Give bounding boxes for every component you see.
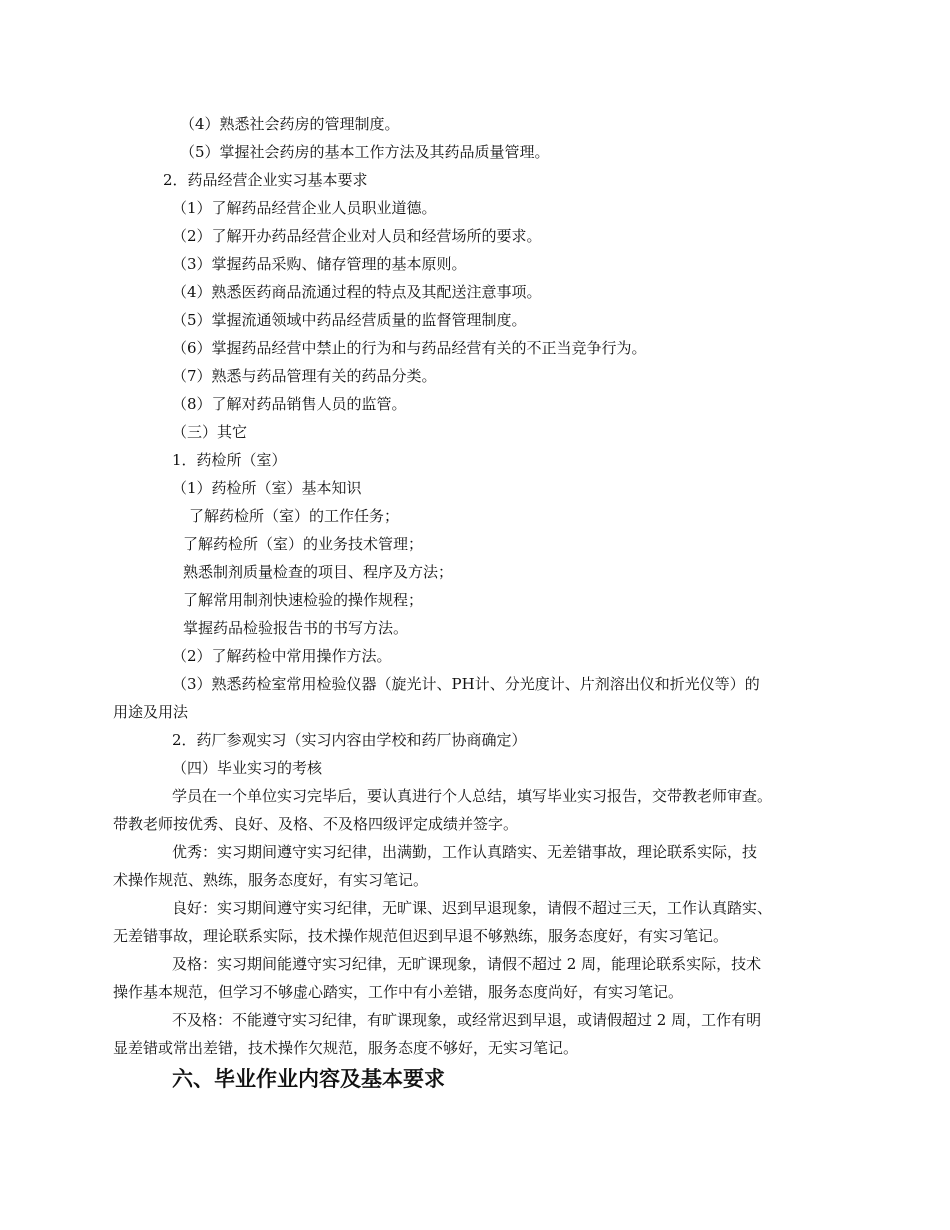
text-line: 了解常用制剂快速检验的操作规程； — [183, 591, 424, 609]
text-line: （3）熟悉药检室常用检验仪器（旋光计、PH计、分光度计、片剂溶出仪和折光仪等）的 — [172, 675, 760, 693]
text-line: 及格：实习期间能遵守实习纪律，无旷课现象，请假不超过 2 周，能理论联系实际，技术 — [172, 955, 762, 973]
text-line: 良好：实习期间遵守实习纪律，无旷课、迟到早退现象，请假不超过三天，工作认真踏实、 — [172, 899, 773, 917]
text-line: 显差错或常出差错，技术操作欠规范，服务态度不够好，无实习笔记。 — [113, 1039, 579, 1057]
text-line: 2．药品经营企业实习基本要求 — [163, 171, 368, 189]
text-line: 熟悉制剂质量检查的项目、程序及方法； — [183, 563, 454, 581]
text-line: （1）了解药品经营企业人员职业道德。 — [172, 199, 437, 217]
text-line: （7）熟悉与药品管理有关的药品分类。 — [172, 367, 437, 385]
text-line: 用途及用法 — [113, 703, 189, 721]
text-line: （2）了解药检中常用操作方法。 — [172, 647, 392, 665]
section-heading: （三）其它 — [172, 423, 248, 441]
text-line: 了解药检所（室）的业务技术管理； — [183, 535, 424, 553]
text-line: 掌握药品检验报告书的书写方法。 — [183, 619, 409, 637]
subsection-heading: 1．药检所（室） — [172, 451, 287, 469]
text-line: （2）了解开办药品经营企业对人员和经营场所的要求。 — [172, 227, 542, 245]
text-line: （4）熟悉医药商品流通过程的特点及其配送注意事项。 — [172, 283, 542, 301]
text-line: （5）掌握流通领域中药品经营质量的监督管理制度。 — [172, 311, 527, 329]
text-line: （5）掌握社会药房的基本工作方法及其药品质量管理。 — [180, 143, 550, 161]
text-line: 学员在一个单位实习完毕后，要认真进行个人总结，填写毕业实习报告，交带教老师审查。 — [172, 787, 773, 805]
text-line: 优秀：实习期间遵守实习纪律，出满勤，工作认真踏实、无差错事故，理论联系实际，技 — [172, 843, 758, 861]
text-line: 无差错事故，理论联系实际，技术操作规范但迟到早退不够熟练，服务态度好，有实习笔记。 — [113, 927, 729, 945]
text-line: （4）熟悉社会药房的管理制度。 — [180, 115, 400, 133]
subsection-heading: 2．药厂参观实习（实习内容由学校和药厂协商确定） — [172, 731, 527, 749]
text-line: （1）药检所（室）基本知识 — [172, 479, 362, 497]
text-line: （3）掌握药品采购、储存管理的基本原则。 — [172, 255, 467, 273]
text-line: 术操作规范、熟练，服务态度好，有实习笔记。 — [113, 871, 429, 889]
text-line: （8）了解对药品销售人员的监管。 — [172, 395, 407, 413]
text-line: 带教老师按优秀、良好、及格、不及格四级评定成绩并签字。 — [113, 815, 519, 833]
text-line: 不及格：不能遵守实习纪律，有旷课现象，或经常迟到早退，或请假超过 2 周，工作有明 — [172, 1011, 762, 1029]
text-line: （6）掌握药品经营中禁止的行为和与药品经营有关的不正当竞争行为。 — [172, 339, 647, 357]
text-line: 了解药检所（室）的工作任务； — [189, 507, 400, 525]
text-line: 操作基本规范，但学习不够虚心踏实，工作中有小差错，服务态度尚好，有实习笔记。 — [113, 983, 684, 1001]
chapter-heading: 六、毕业作业内容及基本要求 — [172, 1067, 445, 1091]
section-heading: （四）毕业实习的考核 — [172, 759, 323, 777]
